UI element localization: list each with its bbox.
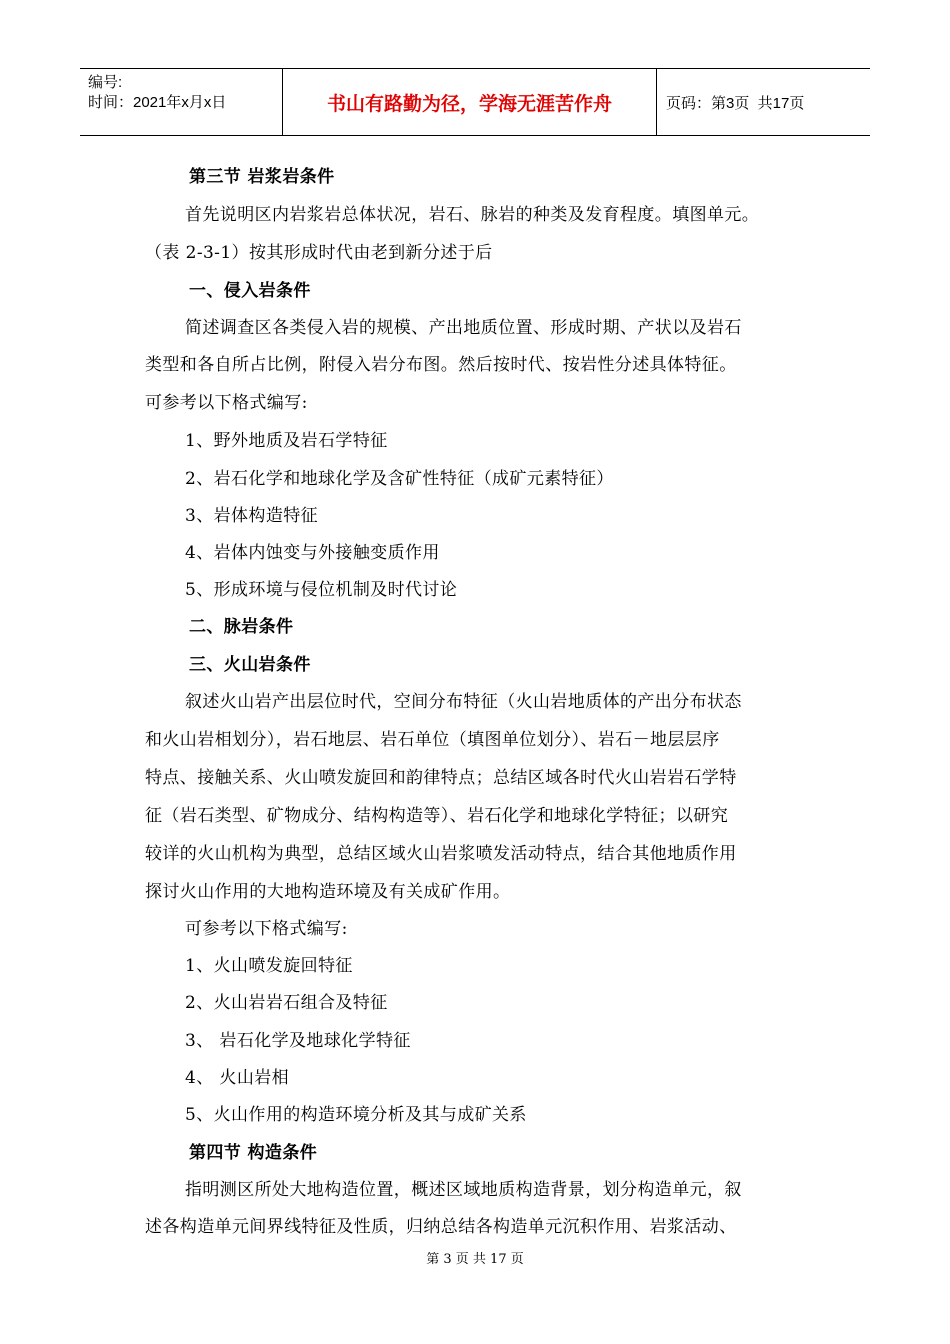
page-footer: 第 3 页 共 17 页 <box>426 1252 524 1267</box>
body-line: 4、岩体内蚀变与外接触变质作用 <box>185 543 440 563</box>
page-code <box>657 69 870 135</box>
body-line: 述各构造单元间界线特征及性质，归纳总结各构造单元沉积作用、岩浆活动、 <box>145 1217 737 1237</box>
number-label: 编号: <box>88 74 123 91</box>
page-header <box>80 68 870 136</box>
body-line: 首先说明区内岩浆岩总体状况，岩石、脉岩的种类及发育程度。填图单元。 <box>185 205 760 225</box>
section-heading: 第三节 岩浆岩条件 <box>189 167 335 187</box>
section-heading: 三、火山岩条件 <box>189 655 311 675</box>
body-line: 叙述火山岩产出层位时代，空间分布特征（火山岩地质体的产出分布状态 <box>185 692 742 712</box>
body-line: 探讨火山作用的大地构造环境及有关成矿作用。 <box>145 882 511 902</box>
body-line: 3、 岩石化学及地球化学特征 <box>185 1031 411 1051</box>
body-line: 1、野外地质及岩石学特征 <box>185 431 388 451</box>
body-line: 特点、接触关系、火山喷发旋回和韵律特点；总结区域各时代火山岩岩石学特 <box>145 768 737 788</box>
body-line: 简述调查区各类侵入岩的规模、产出地质位置、形成时期、产状以及岩石 <box>185 318 742 338</box>
body-line: 和火山岩相划分），岩石地层、岩石单位（填图单位划分）、岩石－地层层序 <box>145 730 720 750</box>
body-line: 2、火山岩岩石组合及特征 <box>185 993 388 1013</box>
body-line: 1、火山喷发旋回特征 <box>185 956 353 976</box>
body-line: 可参考以下格式编写: <box>145 393 308 413</box>
body-line: 征（岩石类型、矿物成分、结构构造等）、岩石化学和地球化学特征；以研究 <box>145 806 729 826</box>
section-heading: 一、侵入岩条件 <box>189 281 311 301</box>
section-heading: 二、脉岩条件 <box>189 617 294 637</box>
body-line: 3、岩体构造特征 <box>185 506 319 526</box>
body-line: 4、 火山岩相 <box>185 1068 290 1088</box>
body-line: （表 2-3-1）按其形成时代由老到新分述于后 <box>145 243 493 263</box>
body-line: 可参考以下格式编写: <box>185 919 348 939</box>
body-line: 指明测区所处大地构造位置，概述区域地质构造背景，划分构造单元，叙 <box>185 1180 742 1200</box>
body-line: 2、岩石化学和地球化学及含矿性特征（成矿元素特征） <box>185 469 614 489</box>
body-line: 较详的火山机构为典型，总结区域火山岩浆喷发活动特点，结合其他地质作用 <box>145 844 737 864</box>
time-label: 时间：2021年x月x日 <box>88 94 227 111</box>
section-heading: 第四节 构造条件 <box>189 1143 318 1163</box>
motto: 书山有路勤为径，学海无涯苦作舟 <box>283 69 657 135</box>
body-line: 5、火山作用的构造环境分析及其与成矿关系 <box>185 1105 527 1125</box>
page-code-text: 页码：第3页 共17页 <box>666 94 805 112</box>
body-line: 5、形成环境与侵位机制及时代讨论 <box>185 580 458 600</box>
header-meta <box>80 69 283 135</box>
body-line: 类型和各自所占比例，附侵入岩分布图。然后按时代、按岩性分述具体特征。 <box>145 355 737 375</box>
